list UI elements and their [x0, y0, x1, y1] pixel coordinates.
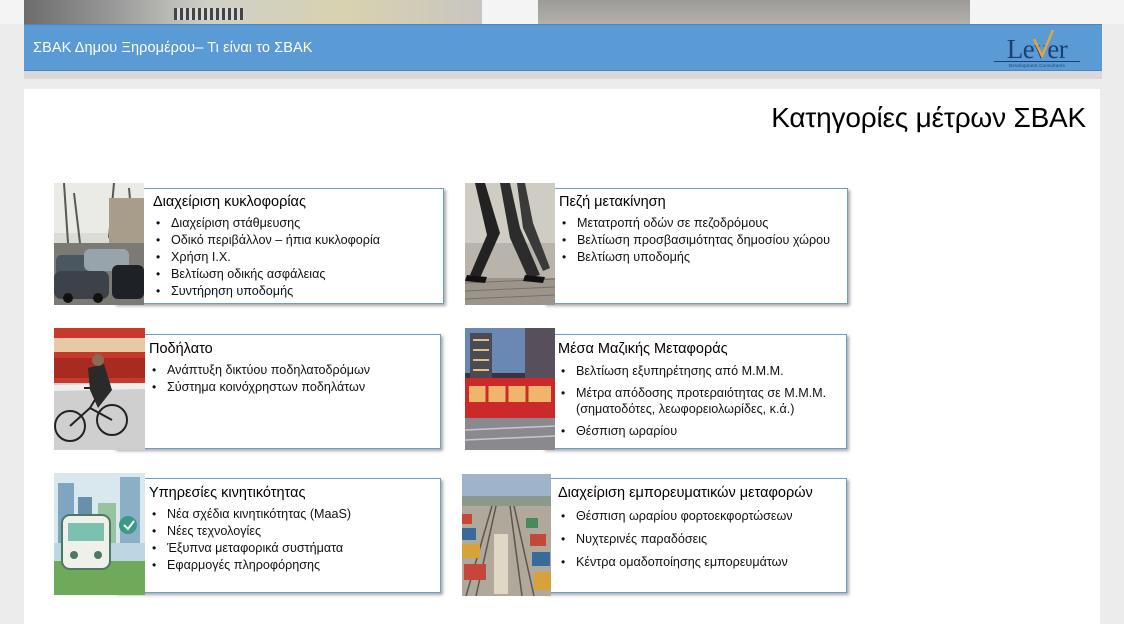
- card-item-list: [559, 216, 830, 267]
- card-public-transport: [543, 334, 847, 449]
- list-item: • Νέες τεχνολογίες: [149, 524, 351, 541]
- card-title: Διαχείριση κυκλοφορίας: [153, 194, 306, 210]
- list-item: • Βελτίωση υποδομής: [559, 250, 830, 267]
- logo-text: Lever: [1006, 34, 1068, 64]
- list-item: • Νυχτερινές παραδόσεις: [558, 532, 793, 555]
- road-photo-cropped: [538, 0, 970, 24]
- list-item: • Μετατροπή οδών σε πεζοδρόμους: [559, 216, 830, 233]
- card-bicycle: [114, 334, 441, 449]
- list-item: • Συντήρηση υποδομής: [153, 284, 380, 301]
- list-item: • Βελτίωση προσβασιμότητας δημοσίου χώρου: [559, 233, 830, 250]
- card-item-list: [558, 509, 793, 578]
- card-item-list: [153, 216, 380, 301]
- card-title: Υπηρεσίες κινητικότητας: [149, 485, 306, 501]
- header-bar: [24, 24, 1102, 71]
- smart-mobility-illustration: [54, 473, 145, 595]
- traffic-photo: [54, 183, 144, 305]
- logo-tick-icon: [1032, 29, 1054, 59]
- header-underline-strip: [24, 71, 1102, 79]
- card-item-list: [558, 364, 826, 441]
- lever-logo: [992, 28, 1088, 69]
- list-item: • Βελτίωση οδικής ασφάλειας: [153, 267, 380, 284]
- header-title: ΣΒΑΚ Δημου Ξηρομέρου– Τι είναι το ΣΒΑΚ: [33, 40, 313, 56]
- list-item: • Νέα σχέδια κινητικότητας (MaaS): [149, 507, 351, 524]
- list-item: • Κέντρα ομαδοποίησης εμπορευμάτων: [558, 555, 793, 578]
- list-item-note: (σηματοδότες, λεωφορειολωρίδες, κ.ά.): [576, 402, 795, 416]
- list-item: • Διαχείριση στάθμευσης: [153, 216, 380, 233]
- list-item: • Εφαρμογές πληροφόρησης: [149, 558, 351, 575]
- card-title: Πεζή μετακίνηση: [559, 194, 666, 210]
- card-item-list: [149, 363, 370, 397]
- cyclist-photo: [54, 328, 145, 450]
- list-item: • Οδικό περιβάλλον – ήπια κυκλοφορία: [153, 233, 380, 250]
- list-item: • Σύστημα κοινόχρηστων ποδηλάτων: [149, 380, 370, 397]
- tram-photo: [465, 328, 555, 450]
- list-item: • Έξυπνα μεταφορικά συστήματα: [149, 541, 351, 558]
- list-item: • Θέσπιση ωραρίου φορτοεκφορτώσεων: [558, 509, 793, 532]
- card-title: Διαχείριση εμπορευματικών μεταφορών: [558, 485, 813, 501]
- walking-photo: [465, 183, 555, 305]
- logo-subtext: Development Consultants: [994, 61, 1080, 68]
- card-title: Μέσα Μαζικής Μεταφοράς: [558, 341, 728, 357]
- list-item: • Θέσπιση ωραρίου: [558, 424, 826, 441]
- card-item-list: [149, 507, 351, 575]
- list-item: • Χρήση Ι.Χ.: [153, 250, 380, 267]
- list-item: • Βελτίωση εξυπηρέτησης από Μ.Μ.Μ.: [558, 364, 826, 386]
- list-item: • Μέτρα απόδοσης προτεραιότητας σε Μ.Μ.Μ.: [558, 386, 826, 402]
- slide-title: Κατηγορίες μέτρων ΣΒΑΚ: [771, 102, 1086, 133]
- list-item: • Ανάπτυξη δικτύου ποδηλατοδρόμων: [149, 363, 370, 380]
- freight-yard-photo: [462, 474, 551, 596]
- card-title: Ποδήλατο: [149, 341, 213, 357]
- card-mobility-services: [114, 478, 441, 593]
- card-traffic-management: [114, 188, 444, 304]
- street-photo-cropped: [24, 0, 482, 24]
- slide: [24, 89, 1100, 624]
- top-photo-strip: [0, 0, 1124, 24]
- card-pedestrian-movement: [544, 188, 848, 304]
- card-freight-management: [543, 478, 847, 593]
